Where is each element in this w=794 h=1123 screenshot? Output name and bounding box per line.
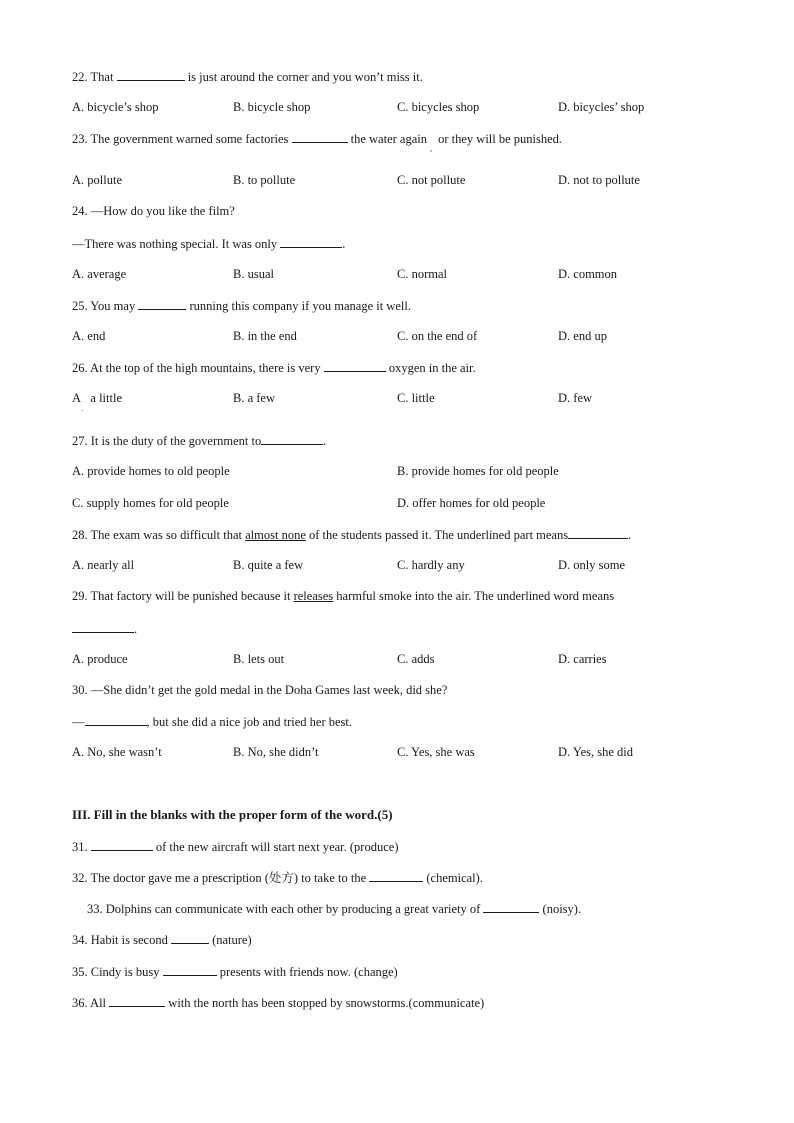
answer-blank[interactable]: [163, 963, 217, 976]
option-d[interactable]: D. not to pollute: [558, 173, 640, 187]
option-d[interactable]: D. bicycles’ shop: [558, 100, 645, 114]
option-c[interactable]: C. not pollute: [397, 173, 466, 187]
option-b[interactable]: B. in the end: [233, 329, 297, 343]
option-d[interactable]: D. few: [558, 391, 593, 405]
answer-blank[interactable]: [91, 838, 153, 851]
question-29: 29. That factory will be punished because it releases harmful smoke into the air. The underlined word means: [72, 589, 615, 603]
answer-blank[interactable]: [369, 869, 423, 882]
section-heading: III. Fill in the blanks with the proper form of the word.(5): [72, 807, 393, 822]
question-29-blank: .: [72, 620, 137, 637]
answer-blank[interactable]: [72, 620, 134, 633]
answer-blank[interactable]: [138, 297, 186, 310]
question-31: 31. of the new aircraft will start next year. (produce): [72, 840, 399, 854]
question-35: 35. Cindy is busy presents with friends now. (change): [72, 965, 398, 979]
option-b[interactable]: B. No, she didn’t: [233, 745, 319, 759]
option-a[interactable]: A. pollute: [72, 173, 122, 187]
option-b[interactable]: B. lets out: [233, 652, 285, 666]
option-a[interactable]: A. end: [72, 329, 106, 343]
answer-blank[interactable]: [109, 994, 165, 1007]
answer-blank[interactable]: [280, 235, 342, 248]
answer-blank[interactable]: [117, 68, 185, 81]
question-22: 22. That is just around the corner and you won’t miss it.: [72, 70, 423, 84]
option-c[interactable]: C. normal: [397, 267, 447, 281]
answer-blank[interactable]: [483, 900, 539, 913]
option-c[interactable]: C. supply homes for old people: [72, 496, 229, 510]
option-b[interactable]: B. to pollute: [233, 173, 296, 187]
option-d[interactable]: D. carries: [558, 652, 607, 666]
option-d[interactable]: D. common: [558, 267, 618, 281]
question-24: 24. —How do you like the film?: [72, 204, 235, 218]
question-32: 32. The doctor gave me a prescription (处方) to take to the (chemical).: [72, 871, 483, 885]
question-28: 28. The exam was so difficult that almost none of the students passed it. The underlined part means .: [72, 528, 632, 542]
option-c[interactable]: C. little: [397, 391, 435, 405]
option-b[interactable]: B. provide homes for old people: [397, 464, 559, 478]
stray-mark: .: [81, 404, 83, 413]
option-c[interactable]: C. Yes, she was: [397, 745, 475, 759]
option-d[interactable]: D. Yes, she did: [558, 745, 634, 759]
underlined-phrase: almost none: [245, 528, 306, 542]
option-b[interactable]: B. quite a few: [233, 558, 304, 572]
answer-blank[interactable]: [292, 130, 348, 143]
option-a[interactable]: A. No, she wasn’t: [72, 745, 162, 759]
option-b[interactable]: B. a few: [233, 391, 275, 405]
option-b[interactable]: B. bicycle shop: [233, 100, 311, 114]
question-30: 30. —She didn’t get the gold medal in the Doha Games last week, did she?: [72, 683, 448, 697]
option-a[interactable]: A. average: [72, 267, 127, 281]
question-30-reply: — , but she did a nice job and tried her best.: [72, 715, 352, 729]
option-b[interactable]: B. usual: [233, 267, 274, 281]
question-25: 25. You may running this company if you manage it well.: [72, 299, 411, 313]
question-26: 26. At the top of the high mountains, there is very oxygen in the air.: [72, 361, 476, 375]
answer-blank[interactable]: [261, 432, 323, 445]
answer-blank[interactable]: [324, 359, 386, 372]
question-34: 34. Habit is second (nature): [72, 933, 252, 947]
option-d[interactable]: D. only some: [558, 558, 626, 572]
answer-blank[interactable]: [568, 526, 628, 539]
option-d[interactable]: D. end up: [558, 329, 607, 343]
answer-blank[interactable]: [171, 931, 209, 944]
option-c[interactable]: C. adds: [397, 652, 435, 666]
option-a[interactable]: A. provide homes to old people: [72, 464, 230, 478]
question-23: 23. The government warned some factories the water again$_,$ or they will be punished.: [72, 132, 563, 153]
option-a[interactable]: A. bicycle’s shop: [72, 100, 159, 114]
question-33: 33. Dolphins can communicate with each other by producing a great variety of (noisy).: [87, 902, 582, 916]
option-d[interactable]: D. offer homes for old people: [397, 496, 546, 510]
question-36: 36. All with the north has been stopped by snowstorms.(communicate): [72, 996, 485, 1010]
option-c[interactable]: C. hardly any: [397, 558, 465, 572]
answer-blank[interactable]: [85, 713, 147, 726]
option-a[interactable]: A. produce: [72, 652, 128, 666]
option-a[interactable]: A a little: [72, 391, 122, 405]
underlined-word: releases: [293, 589, 334, 603]
option-c[interactable]: C. on the end of: [397, 329, 478, 343]
option-a[interactable]: A. nearly all: [72, 558, 135, 572]
option-c[interactable]: C. bicycles shop: [397, 100, 480, 114]
question-27: 27. It is the duty of the government to .: [72, 434, 327, 448]
question-24-reply: —There was nothing special. It was only .: [72, 237, 346, 251]
